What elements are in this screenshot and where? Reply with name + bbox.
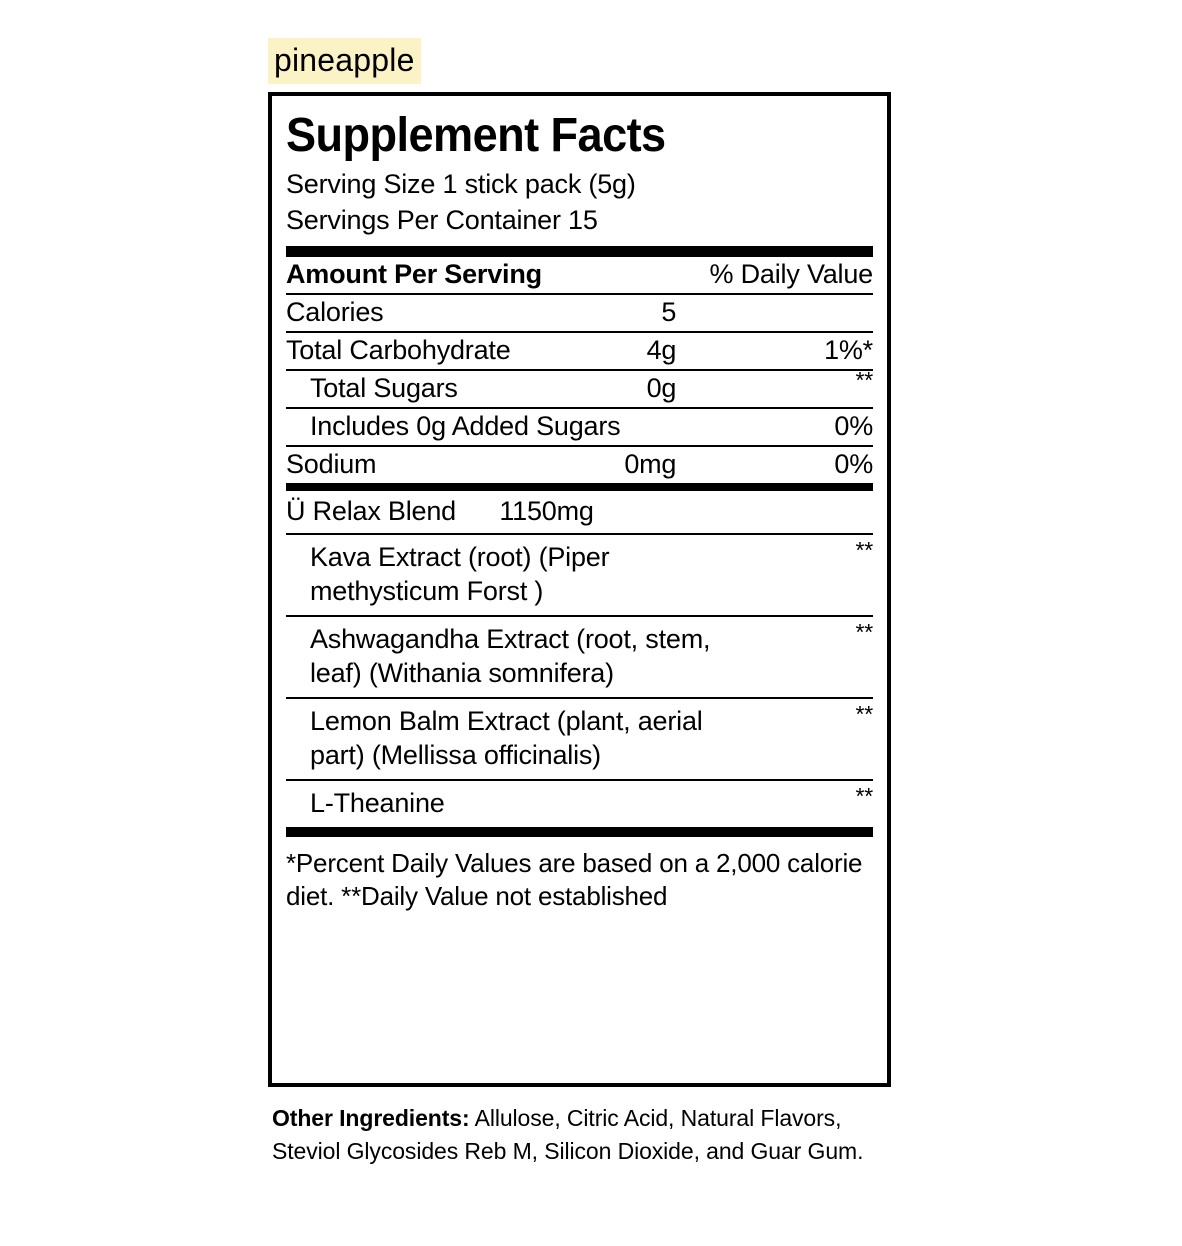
blend-header-row (286, 491, 873, 534)
header-amount-per-serving: Amount Per Serving (286, 257, 680, 294)
table-row (286, 370, 873, 408)
table-row (286, 294, 873, 332)
blend-item-name: Lemon Balm Extract (plant, aerial part) (Mellissa officinalis) (286, 698, 753, 780)
row-daily-value (680, 294, 873, 332)
row-name: Total Sugars (286, 370, 602, 408)
table-row (286, 446, 873, 483)
divider-med-footnote (286, 829, 873, 837)
blend-item-dv: ** (753, 612, 873, 694)
table-row (286, 332, 873, 370)
row-name: Calories (286, 294, 602, 332)
blend-item (286, 780, 873, 828)
divider-thick-top (286, 246, 873, 257)
row-amount: 0g (602, 370, 681, 408)
serving-size: Serving Size 1 stick pack (5g) (286, 168, 636, 199)
blend-item (286, 616, 873, 698)
other-ingredients-text: Allulose, Citric Acid, Natural Flavors, Steviol Glycosides Reb M, Silicon Dioxide, and Guar Gum. (272, 1105, 864, 1164)
blend-item (286, 698, 873, 780)
table-header-row (286, 257, 873, 294)
row-daily-value: 1%* (680, 332, 873, 370)
row-amount: 5 (602, 294, 681, 332)
blend-name: Ü Relax Blend (286, 496, 456, 527)
blend-item-name: Ashwagandha Extract (root, stem, leaf) (Withania somnifera) (286, 616, 753, 698)
blend-amount: 1150mg (499, 496, 594, 527)
blend-item-dv: ** (753, 694, 873, 776)
header-daily-value: % Daily Value (680, 257, 873, 294)
row-amount: 0mg (624, 449, 677, 480)
divider-med-blend (286, 483, 873, 491)
other-ingredients-label: Other Ingredients: (272, 1105, 470, 1131)
row-daily-value: 0% (834, 449, 873, 480)
supplement-facts-panel (268, 92, 891, 1087)
blend-table (286, 491, 873, 828)
row-amount: 4g (602, 332, 681, 370)
servings-per-container: Servings Per Container 15 (286, 204, 598, 235)
row-name: Includes 0g Added Sugars (286, 408, 680, 446)
row-name: Total Carbohydrate (286, 332, 602, 370)
panel-title: Supplement Facts (286, 109, 666, 162)
blend-header-dv (753, 491, 873, 534)
flavor-tag (268, 38, 421, 84)
row-daily-value: ** (680, 366, 873, 404)
flavor-label: pineapple (268, 38, 421, 84)
blend-item-dv: ** (753, 530, 873, 612)
blend-name-cell (286, 491, 753, 534)
blend-item (286, 534, 873, 616)
table-row (286, 408, 873, 446)
footnote: *Percent Daily Values are based on a 2,000 calorie diet. **Daily Value not established (286, 847, 863, 912)
nutrient-table (286, 257, 873, 483)
blend-item-dv: ** (753, 776, 873, 824)
blend-item-name: Kava Extract (root) (Piper methysticum Forst ) (286, 534, 753, 616)
blend-item-name: L-Theanine (286, 780, 753, 828)
row-name: Sodium (286, 449, 377, 480)
row-daily-value: 0% (680, 408, 873, 446)
other-ingredients (272, 1102, 912, 1167)
